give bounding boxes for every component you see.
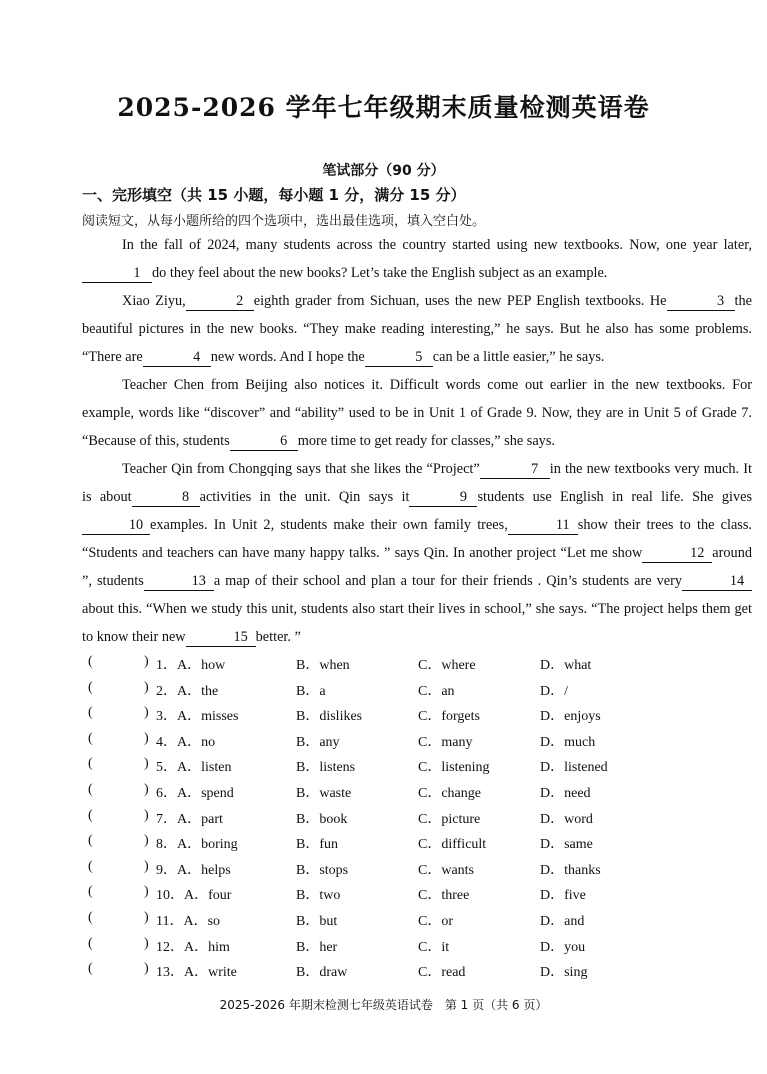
option-b: B．draw [296, 965, 348, 981]
option-d: D．and [540, 913, 585, 929]
option-row [88, 907, 688, 933]
instructions: 阅读短文，从每小题所给的四个选项中，选出最佳选项，填入空白处。 [82, 214, 486, 229]
option-b: B．but [296, 913, 338, 929]
blank-2: 2 [186, 292, 254, 311]
option-d: D．listened [540, 760, 608, 776]
option-d: D．enjoys [540, 709, 601, 725]
answer-bracket-close: ) [144, 679, 149, 695]
answer-bracket-open[interactable]: ( [88, 909, 93, 925]
option-c: C．where [418, 658, 476, 673]
passage-text: about this. “When we study this unit, students also start their lives in school,” she says. “The project helps them get to know their new [82, 601, 752, 645]
option-row [88, 805, 688, 831]
option-row [88, 881, 688, 907]
option-d: D．much [540, 734, 596, 750]
answer-bracket-open[interactable]: ( [88, 858, 93, 874]
passage-text: around ”, students [82, 545, 752, 589]
blank-6: 6 [230, 432, 298, 451]
option-a: 2．A．the [156, 683, 219, 699]
answer-bracket-open[interactable]: ( [88, 756, 93, 772]
option-a: 13．A．write [156, 965, 237, 981]
answer-bracket-close: ) [144, 833, 149, 849]
blank-1: 1 [82, 264, 152, 283]
blank-13: 13 [144, 572, 214, 591]
option-c: C．forgets [418, 709, 480, 725]
option-c: C．change [418, 785, 481, 801]
passage-paragraph-1 [82, 231, 752, 287]
option-c: C．three [418, 888, 470, 904]
option-row [88, 702, 688, 728]
option-b: B．fun [296, 837, 338, 853]
answer-bracket-open[interactable]: ( [88, 781, 93, 797]
answer-bracket-close: ) [144, 705, 149, 721]
written-part-subtitle: 笔试部分（90 分） [322, 163, 445, 179]
blank-15: 15 [186, 628, 256, 647]
option-a: 12．A．him [156, 939, 230, 955]
option-b: B．dislikes [296, 709, 363, 725]
option-row [88, 830, 688, 856]
answer-bracket-close: ) [144, 807, 149, 823]
passage-text: show their trees to the class. “Students and teachers can have many happy talks. ” says Qin. In another project “Let me show [82, 517, 752, 561]
option-row [88, 958, 688, 984]
option-c: C．picture [418, 811, 481, 827]
option-c: C．difficult [418, 837, 487, 853]
answer-bracket-close: ) [144, 756, 149, 772]
blank-8: 8 [132, 488, 200, 507]
answer-bracket-close: ) [144, 730, 149, 746]
option-a: 3．A．misses [156, 709, 239, 725]
passage-text: examples. In Unit 2, students make their own family trees, [150, 517, 508, 533]
option-c: C．wants [418, 862, 474, 878]
blank-11: 11 [508, 516, 578, 535]
option-a: 11．A．so [156, 913, 221, 929]
option-row [88, 728, 688, 754]
answer-bracket-close: ) [144, 935, 149, 951]
option-d: D．same [540, 837, 593, 853]
passage-text: In the fall of 2024, many students across the country started using new textbooks. Now, one year later, [122, 237, 752, 253]
blank-9: 9 [409, 488, 477, 507]
option-b: B．stops [296, 862, 349, 878]
exam-title: 2025-2026 学年七年级期末质量检测英语卷 [117, 93, 650, 122]
option-a: 6．A．spend [156, 785, 234, 801]
option-row [88, 651, 688, 677]
answer-bracket-open[interactable]: ( [88, 705, 93, 721]
passage-text: better. ” [255, 629, 301, 645]
passage-text: activities in the unit. Qin says it [199, 489, 410, 505]
option-b: B．waste [296, 785, 352, 801]
option-d: D．you [540, 939, 586, 955]
option-a: 5．A．listen [156, 760, 232, 776]
answer-bracket-open[interactable]: ( [88, 833, 93, 849]
answer-bracket-open[interactable]: ( [88, 884, 93, 900]
page-footer: 2025-2026 年期末检测七年级英语试卷 第 1 页（共 6 页） [219, 998, 548, 1012]
answer-bracket-open[interactable]: ( [88, 935, 93, 951]
blank-5: 5 [365, 348, 433, 367]
option-a: 4．A．no [156, 734, 216, 750]
option-row [88, 779, 688, 805]
passage-paragraph-4 [82, 455, 752, 651]
passage-text: in the new textbooks very much. It is about [82, 461, 752, 505]
option-c: C．an [418, 683, 455, 699]
answer-bracket-open[interactable]: ( [88, 679, 93, 695]
option-row [88, 677, 688, 703]
option-b: B．a [296, 683, 326, 699]
passage-text: a map of their school and plan a tour for their friends . Qin’s students are very [213, 573, 683, 589]
option-c: C．read [418, 965, 466, 981]
passage-text: the beautiful pictures in the new books. “They make reading interesting,” he says. But he also has some problems. “There are [82, 293, 752, 365]
option-b: B．two [296, 888, 341, 904]
option-b: B．listens [296, 760, 356, 776]
answer-bracket-open[interactable]: ( [88, 961, 93, 977]
option-d: D．thanks [540, 862, 601, 878]
answer-bracket-close: ) [144, 858, 149, 874]
passage-text: do they feel about the new books? Let’s take the English subject as an example. [152, 265, 608, 281]
option-row [88, 856, 688, 882]
cloze-passage [82, 231, 752, 651]
blank-14: 14 [682, 572, 752, 591]
option-d: D．word [540, 811, 593, 827]
blank-3: 3 [667, 292, 735, 311]
option-b: B．her [296, 939, 338, 955]
passage-text: can be a little easier,” he says. [432, 349, 605, 365]
answer-bracket-open[interactable]: ( [88, 807, 93, 823]
answer-bracket-close: ) [144, 884, 149, 900]
passage-text: Teacher Qin from Chongqing says that she likes the “Project” [122, 461, 480, 477]
blank-10: 10 [82, 516, 150, 535]
option-c: C．many [418, 734, 473, 750]
option-b: B．when [296, 658, 350, 673]
option-b: B．book [296, 811, 348, 827]
option-row [88, 933, 688, 959]
option-d: D．sing [540, 965, 588, 981]
passage-text: students use English in real life. She gives [477, 489, 753, 505]
option-a: 8．A．boring [156, 837, 238, 853]
answer-bracket-close: ) [144, 781, 149, 797]
option-c: C．or [418, 913, 453, 929]
blank-4: 4 [143, 348, 211, 367]
option-a: 1．A．how [156, 658, 226, 673]
blank-7: 7 [480, 460, 550, 479]
option-a: 10．A．four [156, 888, 232, 904]
option-c: C．listening [418, 760, 490, 776]
option-d: D．/ [540, 683, 568, 699]
answer-bracket-open[interactable]: ( [88, 730, 93, 746]
option-d: D．need [540, 785, 591, 801]
passage-text: new words. And I hope the [210, 349, 365, 365]
option-row [88, 753, 688, 779]
answer-bracket-close: ) [144, 909, 149, 925]
answer-bracket-close: ) [144, 654, 149, 669]
blank-12: 12 [642, 544, 712, 563]
passage-text: Teacher Chen from Beijing also notices it. Difficult words come out earlier in the new textbooks. For example, words like “discover” and “ability” used to be in Unit 1 of Grade 9. Now, they are in Unit 5 of Grade 7. “Because of this, students [82, 377, 752, 449]
passage-paragraph-3 [82, 371, 752, 455]
passage-text: more time to get ready for classes,” she says. [297, 433, 555, 449]
option-d: D．what [540, 658, 592, 673]
passage-text: Xiao Ziyu, [122, 293, 186, 309]
option-c: C．it [418, 939, 450, 955]
section-heading: 一、完形填空（共 15 小题，每小题 1 分，满分 15 分） [82, 186, 466, 204]
passage-text: eighth grader from Sichuan, uses the new PEP English textbooks. He [253, 293, 667, 309]
passage-paragraph-2 [82, 287, 752, 371]
option-b: B．any [296, 734, 340, 750]
answer-bracket-open[interactable]: ( [88, 654, 93, 669]
answer-bracket-close: ) [144, 961, 149, 977]
option-a: 9．A．helps [156, 862, 231, 878]
answer-options [88, 651, 688, 984]
option-d: D．five [540, 888, 586, 904]
option-a: 7．A．part [156, 811, 223, 827]
